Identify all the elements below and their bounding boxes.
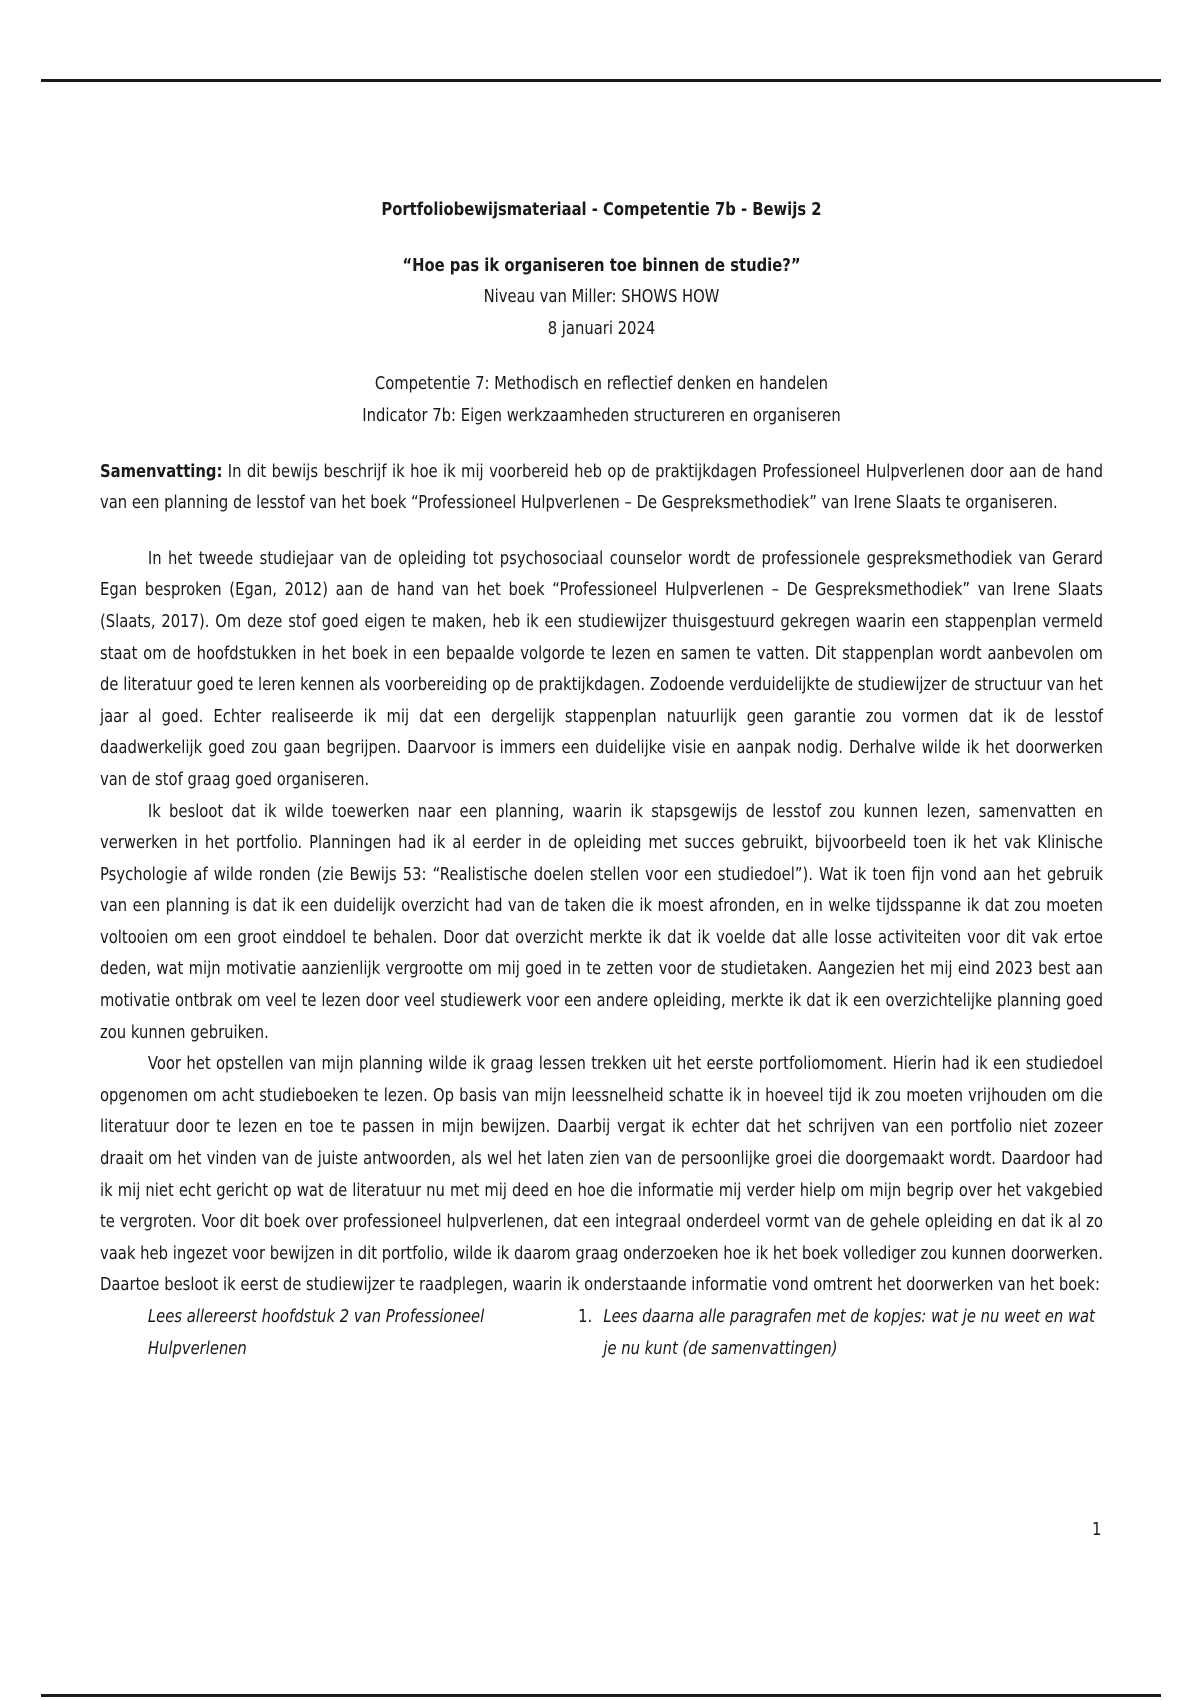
document-date: 8 januari 2024: [547, 318, 656, 339]
study-steps: [100, 1302, 1103, 1365]
body-paragraph-2: Ik besloot dat ik wilde toewerken naar een planning, waarin ik stapsgewijs de lesstof zou kunnen lezen, samenvatten en verwerken in het portfolio. Planningen had ik al eerder in de opleiding met succes gebruikt, bijvoorbeeld toen ik het vak Klinische Psychologie af wilde ronden (zie Bewijs 53: “Realistische doelen stellen voor een studiedoel”). Wat ik toen fijn vond aan het gebruik van een planning is dat ik een duidelijk overzicht had van de taken die ik moest afronden, en in welke tijdsspanne ik dat zou moeten voltooien om een groot einddoel te behalen. Door dat overzicht merkte ik dat ik voelde dat alle losse activiteiten voor dit vak ertoe deden, wat mijn motivatie aanzienlijk vergrootte om mij goed in te zetten voor de studietaken. Aangezien het mij eind 2023 best aan motivatie ontbrak om veel te lezen door veel studiewerk voor een andere opleiding, merkte ik dat ik een overzichtelijke planning goed zou kunnen gebruiken.: [100, 801, 1103, 1043]
summary: [100, 457, 1103, 520]
step-number: 1.: [578, 1307, 593, 1327]
indicator-line: Indicator 7b: Eigen werkzaamheden structureren en organiseren: [362, 405, 841, 426]
step-1: [561, 1302, 1103, 1365]
miller-level: Niveau van Miller: SHOWS HOW: [483, 287, 720, 308]
bottom-rule: [41, 1694, 1161, 1697]
step-text: Lees daarna alle paragrafen met de kopjes: wat je nu weet en wat je nu kunt (de samenvattingen): [603, 1307, 1095, 1359]
document-question: “Hoe pas ik organiseren toe binnen de studie?”: [402, 255, 801, 276]
page-number: 1: [1092, 1520, 1102, 1540]
step-intro: Lees allereerst hoofdstuk 2 van Professioneel Hulpverlenen: [147, 1307, 485, 1359]
competence-line: Competentie 7: Methodisch en reflectief denken en handelen: [374, 374, 829, 395]
top-rule: [41, 79, 1161, 82]
body-paragraph-1: In het tweede studiejaar van de opleiding tot psychosociaal counselor wordt de professionele gespreksmethodiek van Gerard Egan besproken (Egan, 2012) aan de hand van het boek “Professioneel Hulpverlenen – De Gespreksmethodiek” van Irene Slaats (Slaats, 2017). Om deze stof goed eigen te maken, heb ik een studiewijzer thuisgestuurd gekregen waarin een stappenplan vermeld staat om de hoofdstukken in het boek in een bepaalde volgorde te lezen en samen te vatten. Dit stappenplan wordt aanbevolen om de literatuur goed te leren kennen als voorbereiding op de praktijkdagen. Zodoende verduidelijkte de studiewijzer de structuur van het jaar al goed. Echter realiseerde ik mij dat een dergelijk stappenplan natuurlijk geen garantie zou vormen dat ik de lesstof daadwerkelijk goed zou gaan begrijpen. Daarvoor is immers een duidelijke visie en aanpak nodig. Derhalve wilde ik het doorwerken van de stof graag goed organiseren.: [100, 548, 1103, 790]
summary-text: In dit bewijs beschrijf ik hoe ik mij voorbereid heb op de praktijkdagen Professioneel Hulpverlenen door aan de hand van een planning de lesstof van het boek “Professioneel Hulpverlenen – De Gespreksmethodiek” van Irene Slaats te organiseren.: [100, 461, 1103, 514]
body-paragraph-3: Voor het opstellen van mijn planning wilde ik graag lessen trekken uit het eerste portfoliomoment. Hierin had ik een studiedoel opgenomen om acht studieboeken te lezen. Op basis van mijn leessnelheid schatte ik in hoeveel tijd ik zou moeten vrijhouden om die literatuur door te lezen en toe te passen in mijn bewijzen. Daarbij vergat ik echter dat het schrijven van een portfolio niet zozeer draait om het vinden van de juiste antwoorden, als wel het laten zien van de persoonlijke groei die doorgemaakt wordt. Daardoor had ik mij niet echt gericht op wat de literatuur nu met mij deed en hoe die informatie mij verder hielp om mijn begrip over het vakgebied te vergroten. Voor dit boek over professioneel hulpverlenen, dat een integraal onderdeel vormt van de gehele opleiding en dat ik al zo vaak heb ingezet voor bewijzen in dit portfolio, wilde ik daarom graag onderzoeken hoe ik het boek vollediger zou kunnen doorwerken. Daartoe besloot ik eerst de studiewijzer te raadplegen, waarin ik onderstaande informatie vond omtrent het doorwerken van het boek:: [100, 1054, 1103, 1296]
summary-label: Samenvatting:: [100, 461, 223, 482]
document-title: Portfoliobewijsmateriaal - Competentie 7b - Bewijs 2: [381, 200, 822, 220]
document-page: [100, 195, 1103, 1365]
